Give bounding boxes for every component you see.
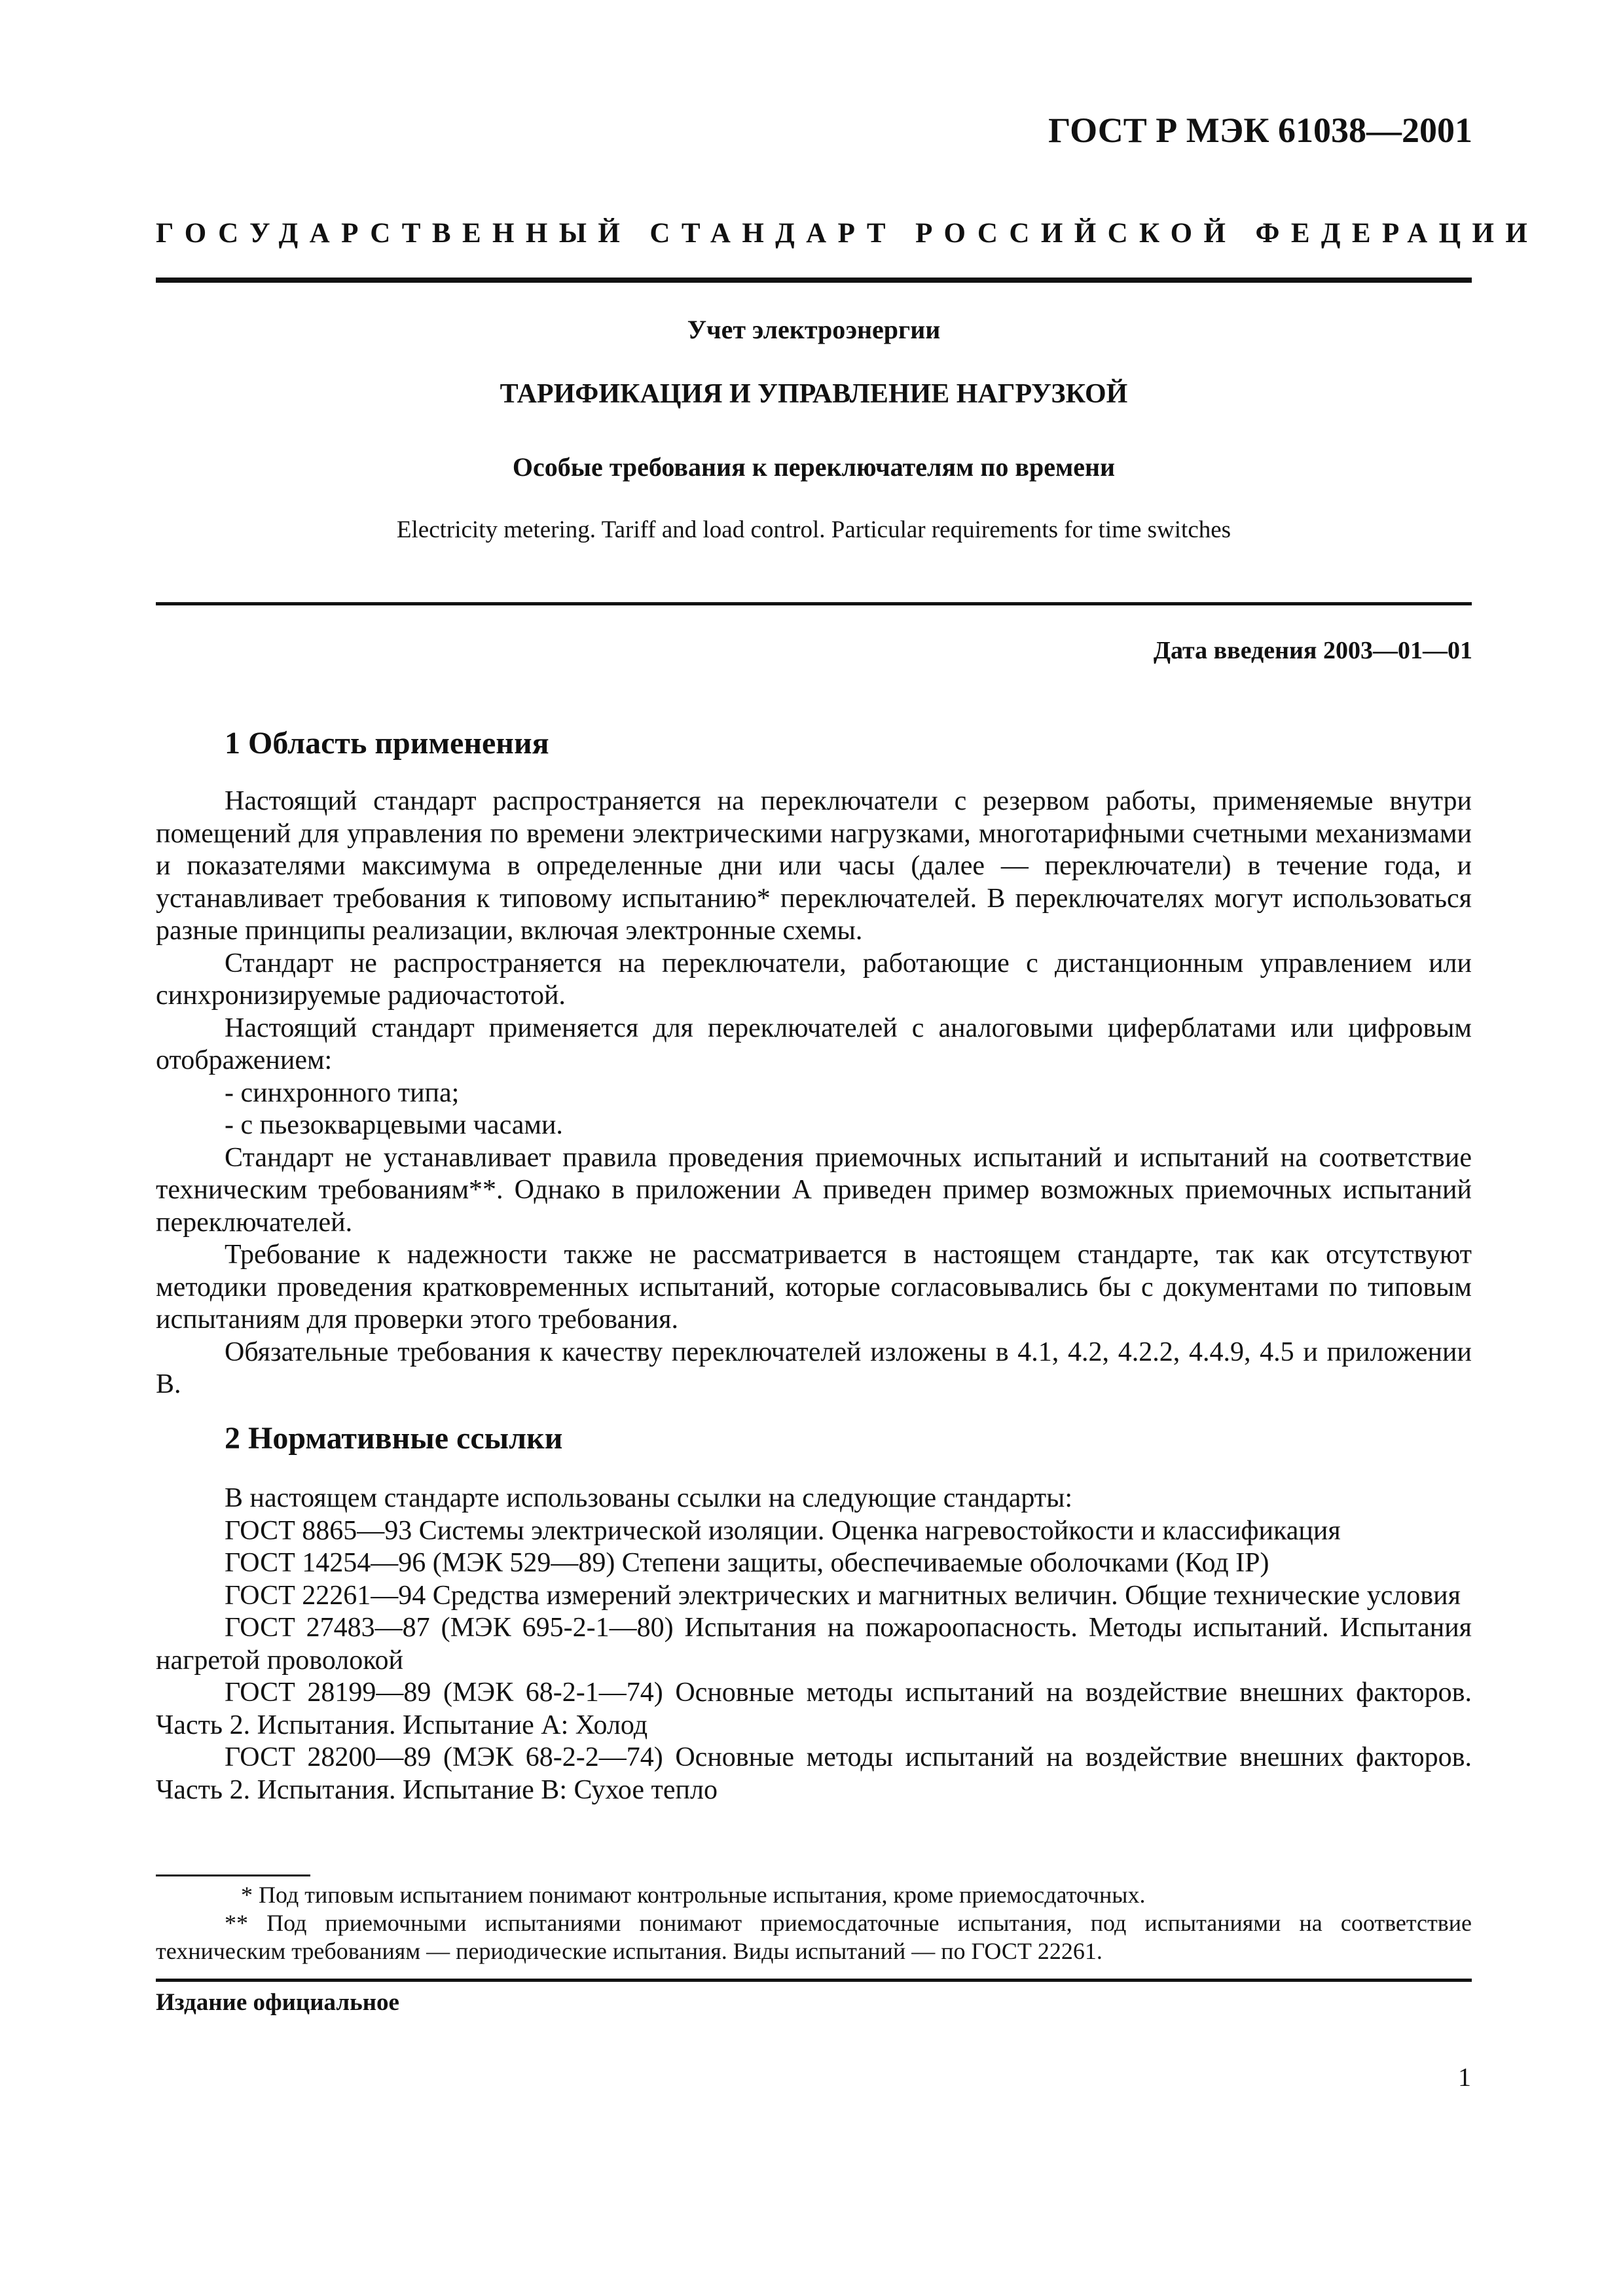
section-1-body xyxy=(156,785,1472,1401)
footnotes xyxy=(156,1881,1472,1965)
reference-item: ГОСТ 28200—89 (МЭК 68-2-2—74) Основные методы испытаний на воздействие внешних факторов. Часть 2. Испытания. Испытание В: Сухое тепло xyxy=(156,1742,1472,1805)
subject-line: Учет электроэнергии xyxy=(687,315,941,344)
introduction-date: Дата введения 2003—01—01 xyxy=(1153,637,1472,664)
header-rule xyxy=(156,278,1472,283)
reference-item: ГОСТ 28199—89 (МЭК 68-2-1—74) Основные методы испытаний на воздействие внешних факторов. Часть 2. Испытания. Испытание А: Холод xyxy=(156,1677,1472,1740)
footnote: * Под типовым испытанием понимают контрольные испытания, кроме приемосдаточных. xyxy=(241,1882,1146,1908)
reference-item: ГОСТ 22261—94 Средства измерений электрических и магнитных величин. Общие технические условия xyxy=(225,1580,1461,1611)
section-1-heading: 1 Область применения xyxy=(225,726,549,761)
footnote: ** Под приемочными испытаниями понимают приемосдаточные испытания, под испытаниями на соответствие техническим требованиям — периодические испытания. Виды испытаний — по ГОСТ 22261. xyxy=(156,1910,1472,1964)
title-block-rule xyxy=(156,602,1472,605)
page-number: 1 xyxy=(1458,2062,1471,2092)
reference-item: ГОСТ 8865—93 Системы электрической изоляции. Оценка нагревостойкости и классификация xyxy=(225,1515,1341,1546)
section-1-paragraph: Стандарт не распространяется на переключатели, работающие с дистанционным управлением или синхронизируемые радиочастотой. xyxy=(156,948,1472,1011)
reference-item: ГОСТ 14254—96 (МЭК 529—89) Степени защиты, обеспечиваемые оболочками (Код IP) xyxy=(225,1548,1269,1578)
section-1-paragraph: Настоящий стандарт применяется для переключателей с аналоговыми циферблатами или цифровым отображением: xyxy=(156,1013,1472,1075)
section-1-paragraph: Настоящий стандарт распространяется на переключатели с резервом работы, применяемые внутри помещений для управления по времени электрическими нагрузками, многотарифными счетными механизмами и показателями максимума в определенные дни или часы (далее — переключатели) в течение года, и устанавливает требования к типовому испытанию* переключателей. В переключателях могут использоваться разные принципы реализации, включая электронные схемы. xyxy=(156,786,1472,946)
footer-rule xyxy=(156,1979,1472,1982)
section-1-list-item: - синхронного типа; xyxy=(225,1077,460,1108)
footnote-separator xyxy=(156,1874,310,1876)
english-title: Electricity metering. Tariff and load control. Particular requirements for time switches xyxy=(396,516,1231,543)
section-1-paragraph: Обязательные требования к качеству переключателей изложены в 4.1, 4.2, 4.2.2, 4.4.9, 4.5 и приложении В. xyxy=(156,1336,1472,1399)
section-2-heading: 2 Нормативные ссылки xyxy=(225,1421,563,1456)
reference-item: ГОСТ 27483—87 (МЭК 695-2-1—80) Испытания на пожароопасность. Методы испытаний. Испытания нагретой проволокой xyxy=(156,1613,1472,1676)
section-2-body xyxy=(156,1482,1472,1806)
section-1-list-item: - с пьезокварцевыми часами. xyxy=(225,1110,563,1140)
document-code: ГОСТ Р МЭК 61038—2001 xyxy=(1048,111,1472,150)
official-edition-label: Издание официальное xyxy=(156,1989,399,2016)
subtitle: Особые требования к переключателям по времени xyxy=(512,452,1116,482)
section-1-paragraph: Стандарт не устанавливает правила проведения приемочных испытаний и испытаний на соответствие техническим требованиям**. Однако в приложении А приведен пример возможных приемочных испытаний переключателей. xyxy=(156,1142,1472,1238)
state-standard-title: ГОСУДАРСТВЕННЫЙ СТАНДАРТ РОССИЙСКОЙ ФЕДЕРАЦИИ xyxy=(156,218,1539,249)
section-1-paragraph: Требование к надежности также не рассматривается в настоящем стандарте, так как отсутствуют методики проведения кратковременных испытаний, которые согласовывались бы с документами по типовым испытаниям для проверки этого требования. xyxy=(156,1240,1472,1335)
main-title: ТАРИФИКАЦИЯ И УПРАВЛЕНИЕ НАГРУЗКОЙ xyxy=(500,379,1128,409)
section-2-paragraph: В настоящем стандарте использованы ссылки на следующие стандарты: xyxy=(225,1483,1073,1513)
